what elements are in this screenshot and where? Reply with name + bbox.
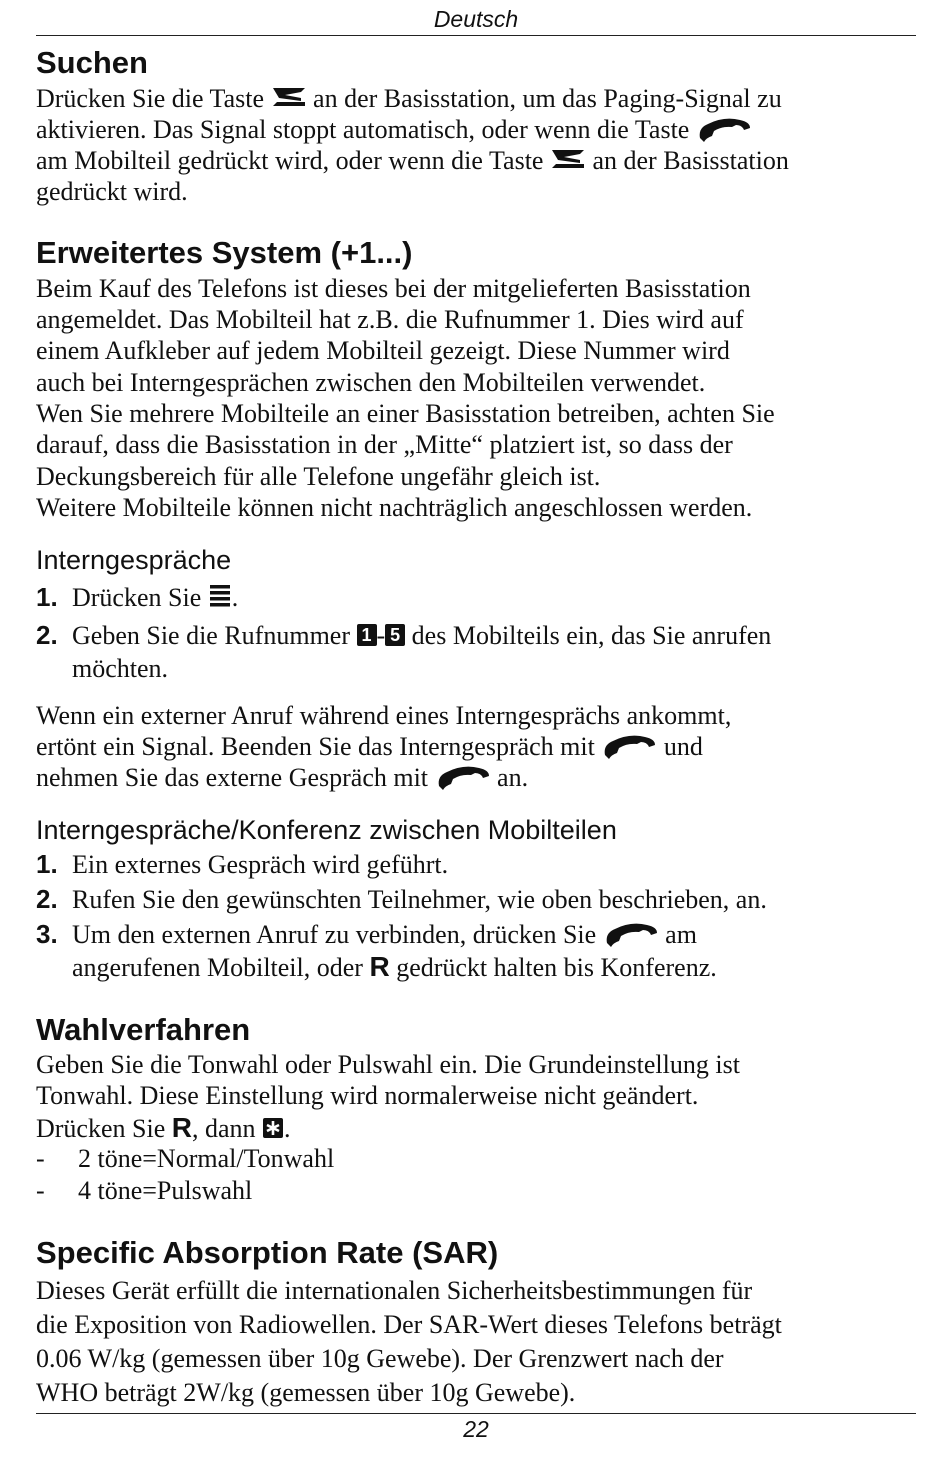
- suchen-text-3a: am Mobilteil gedrückt wird, oder wenn die Taste: [36, 146, 544, 175]
- heading-erweitertes-system: Erweitertes System (+1...): [36, 235, 413, 270]
- suchen-line-1: [36, 83, 782, 117]
- suchen-line-4: gedrückt wird.: [36, 177, 188, 206]
- key-5-icon: 5: [385, 624, 405, 646]
- konferenz-step-3-text-b: am: [665, 920, 697, 949]
- heading-wahlverfahren: Wahlverfahren: [36, 1012, 251, 1047]
- wahl-bullet-2: [36, 1175, 252, 1206]
- erweitert-line-7: Deckungsbereich für alle Telefone ungefähr gleich ist.: [36, 462, 601, 491]
- step-number: 3.: [36, 919, 58, 949]
- suchen-text-1b: an der Basisstation, um das Paging-Signal zu: [313, 84, 782, 113]
- erweitert-line-1: Beim Kauf des Telefons ist dieses bei der mitgelieferten Basisstation: [36, 274, 751, 303]
- heading-interngespraeche: Interngespräche: [36, 545, 232, 575]
- suchen-text-2: aktivieren. Das Signal stoppt automatisch, oder wenn die Taste: [36, 115, 690, 144]
- konferenz-step-3-text-a: Um den externen Anruf zu verbinden, drücken Sie: [72, 920, 597, 949]
- wahl-bullet-2-text: 4 töne=Pulswahl: [78, 1176, 253, 1205]
- phone-key-icon: [601, 731, 657, 766]
- sar-line-4: WHO beträgt 2W/kg (gemessen über 10g Gewebe).: [36, 1378, 576, 1407]
- wahl-line-1: Geben Sie die Tonwahl oder Pulswahl ein. Die Grundeinstellung ist: [36, 1050, 740, 1079]
- step-number: 1.: [36, 582, 58, 612]
- wahl-bullet-1: [36, 1143, 334, 1174]
- intern-step-1: [36, 581, 238, 617]
- intern-step-2-text-a: Geben Sie die Rufnummer: [72, 621, 350, 650]
- konferenz-step-1: [36, 848, 448, 881]
- bullet-dash: -: [36, 1144, 45, 1173]
- paging-key-icon: [271, 85, 307, 116]
- header-rule: [36, 35, 916, 36]
- intern-step-2-text-b: des Mobilteils ein, das Sie anrufen: [411, 621, 772, 650]
- r-key-icon: R: [369, 951, 390, 982]
- step-number: 2.: [36, 620, 58, 650]
- intern-para-3b: an.: [497, 763, 529, 792]
- intern-step-1-end: .: [231, 583, 239, 612]
- wahl-line-2: Tonwahl. Diese Einstellung wird normalerweise nicht geändert.: [36, 1081, 699, 1110]
- intern-para-2b: und: [663, 732, 703, 761]
- step-number: 1.: [36, 849, 58, 879]
- key-range-dash: -: [376, 621, 386, 650]
- suchen-text-3b: an der Basisstation: [592, 146, 789, 175]
- erweitert-line-8: Weitere Mobilteile können nicht nachträglich angeschlossen werden.: [36, 493, 753, 522]
- intern-para-1: Wenn ein externer Anruf während eines Interngesprächs ankommt,: [36, 701, 732, 730]
- wahl-text-3b: , dann: [191, 1114, 256, 1143]
- wahl-text-3c: .: [284, 1114, 291, 1143]
- step-number: 2.: [36, 884, 58, 914]
- konferenz-step-1-text: Ein externes Gespräch wird geführt.: [72, 850, 449, 879]
- konferenz-step-3: [36, 918, 697, 955]
- suchen-line-3: [36, 145, 789, 179]
- konferenz-step-3-cont: [36, 951, 717, 984]
- erweitert-line-2: angemeldet. Das Mobilteil hat z.B. die Rufnummer 1. Dies wird auf: [36, 305, 744, 334]
- wahl-bullet-1-text: 2 töne=Normal/Tonwahl: [78, 1144, 335, 1173]
- menu-key-icon: [208, 583, 232, 617]
- suchen-text-1a: Drücken Sie die Taste: [36, 84, 265, 113]
- wahl-line-3: [36, 1112, 291, 1147]
- phone-key-icon: [603, 919, 659, 955]
- sar-line-3: 0.06 W/kg (gemessen über 10g Gewebe). Der Grenzwert nach der: [36, 1344, 724, 1373]
- konferenz-step-3-text-c: angerufenen Mobilteil, oder: [72, 953, 363, 982]
- phone-key-icon: [435, 762, 491, 797]
- erweitert-line-5: Wen Sie mehrere Mobilteile an einer Basisstation betreiben, achten Sie: [36, 399, 775, 428]
- key-1-icon: 1: [357, 624, 377, 646]
- sar-line-2: die Exposition von Radiowellen. Der SAR-Wert dieses Telefons beträgt: [36, 1310, 782, 1339]
- intern-para-2a: ertönt ein Signal. Beenden Sie das Interngespräch mit: [36, 732, 595, 761]
- konferenz-step-2-text: Rufen Sie den gewünschten Teilnehmer, wie oben beschrieben, an.: [72, 885, 767, 914]
- intern-para-3: [36, 762, 528, 798]
- wahl-text-3a: Drücken Sie: [36, 1114, 166, 1143]
- r-key-icon: R: [171, 1112, 192, 1143]
- konferenz-step-2: [36, 883, 767, 916]
- star-key-icon: [262, 1115, 284, 1146]
- erweitert-line-6: darauf, dass die Basisstation in der „Mitte“ platziert ist, so dass der: [36, 430, 733, 459]
- heading-suchen: Suchen: [36, 45, 148, 80]
- bullet-dash: -: [36, 1176, 45, 1205]
- sar-line-1: Dieses Gerät erfüllt die internationalen Sicherheitsbestimmungen für: [36, 1276, 753, 1305]
- intern-step-2-cont: möchten.: [72, 654, 169, 683]
- heading-konferenz: Interngespräche/Konferenz zwischen Mobilteilen: [36, 815, 617, 845]
- heading-sar: Specific Absorption Rate (SAR): [36, 1235, 499, 1270]
- erweitert-line-3: einem Aufkleber auf jedem Mobilteil gezeigt. Diese Nummer wird: [36, 336, 730, 365]
- erweitert-line-4: auch bei Interngesprächen zwischen den Mobilteilen verwendet.: [36, 368, 706, 397]
- intern-step-1-text: Drücken Sie: [72, 583, 202, 612]
- page-number: 22: [463, 1416, 489, 1442]
- intern-para-3a: nehmen Sie das externe Gespräch mit: [36, 763, 429, 792]
- paging-key-icon: [550, 147, 586, 178]
- intern-step-2: [36, 619, 771, 652]
- footer-rule: [36, 1413, 916, 1414]
- running-header: Deutsch: [433, 6, 519, 32]
- konferenz-step-3-text-d: gedrückt halten bis Konferenz.: [396, 953, 717, 982]
